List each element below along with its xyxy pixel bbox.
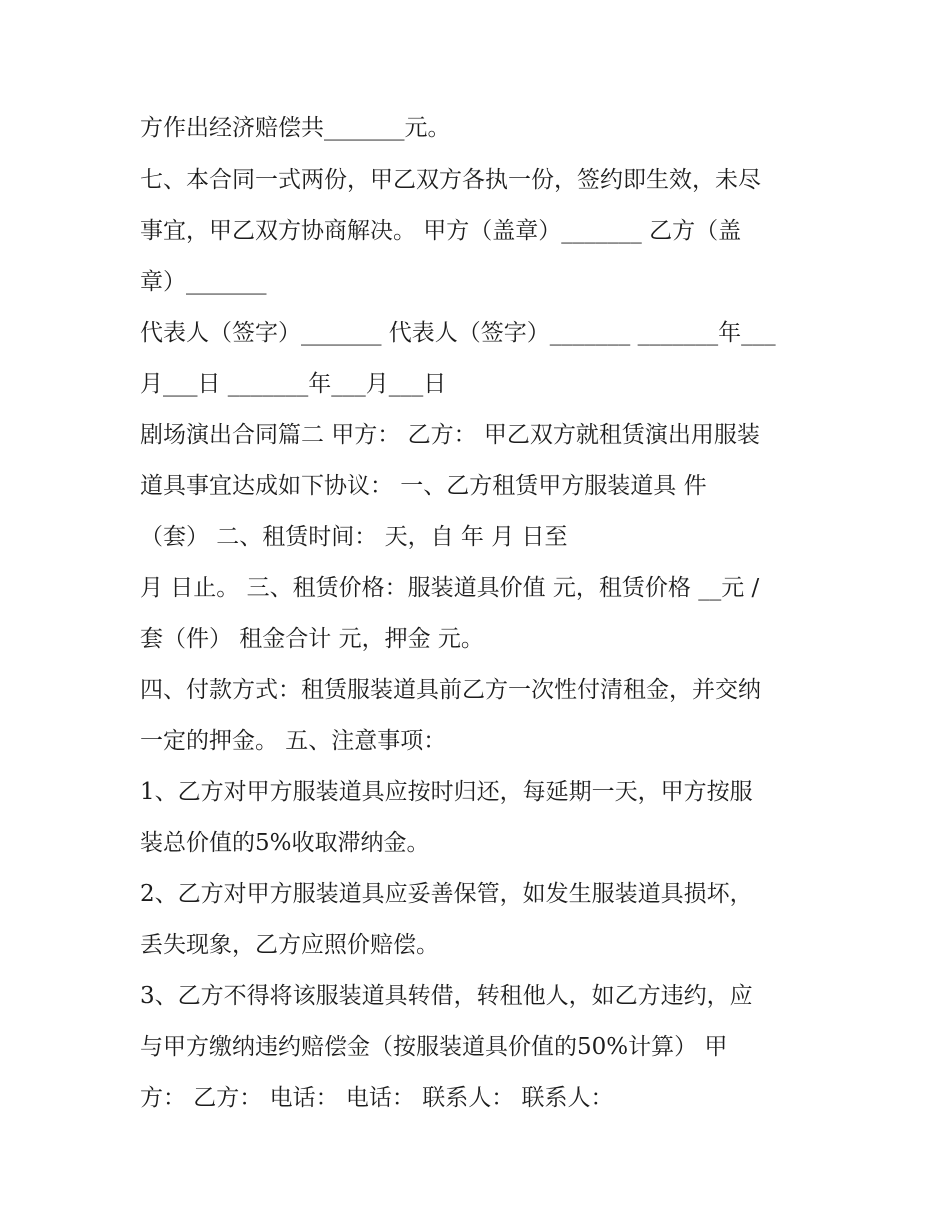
text-line: 方作出经济赔偿共_______元。 (140, 115, 451, 141)
text-line: 四、付款方式：租赁服装道具前乙方一次性付清租金，并交纳 (140, 677, 761, 703)
text-line: 套（件） 租金合计 元，押金 元。 (140, 626, 484, 652)
text-line: 一定的押金。 五、注意事项： (140, 728, 447, 754)
text-line: 章）_______ (140, 269, 267, 295)
text-line: 代表人（签字）_______ 代表人（签字）_______ _______年___ (140, 320, 776, 346)
text-line: 月 日止。 三、租赁价格：服装道具价值 元，租赁价格 __元 / (140, 575, 760, 601)
text-line: 2、乙方对甲方服装道具应妥善保管，如发生服装道具损坏， (140, 881, 753, 907)
text-line: 方： 乙方： 电话： 电话： 联系人： 联系人： (140, 1085, 614, 1111)
text-line: 3、乙方不得将该服装道具转借，转租他人，如乙方违约，应 (140, 983, 753, 1009)
text-line: 事宜，甲乙双方协商解决。 甲方（盖章）_______ 乙方（盖 (140, 218, 742, 244)
text-line: 剧场演出合同篇二 甲方： 乙方： 甲乙双方就租赁演出用服装 (140, 422, 760, 448)
text-line: 装总价值的5%收取滞纳金。 (140, 830, 430, 856)
text-line: 月___日 _______年___月___日 (140, 371, 447, 397)
text-line: 道具事宜达成如下协议： 一、乙方租赁甲方服装道具 件 (140, 473, 707, 499)
text-line: 1、乙方对甲方服装道具应按时归还，每延期一天，甲方按服 (140, 779, 753, 805)
text-line: 丢失现象，乙方应照价赔偿。 (140, 932, 439, 958)
text-line: （套） 二、租赁时间： 天，自 年 月 日至 (140, 524, 568, 550)
text-line: 与甲方缴纳违约赔偿金（按服装道具价值的50%计算） 甲 (140, 1034, 728, 1060)
text-line: 七、本合同一式两份，甲乙双方各执一份，签约即生效，未尽 (140, 167, 761, 193)
